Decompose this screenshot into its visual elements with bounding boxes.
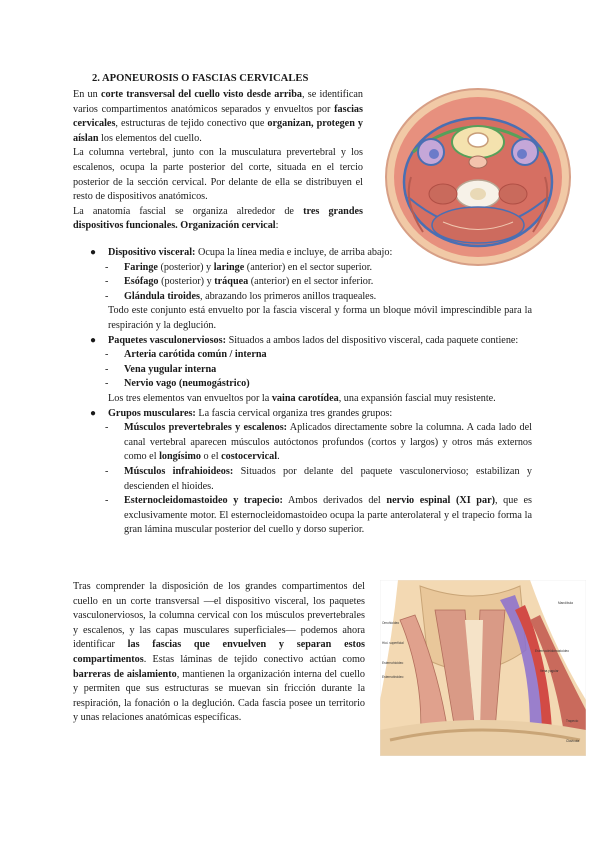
bullet-item: ● Paquetes vasculonerviosos: Situados a ambos lados del dispositivo visceral, cada paquete contiene: (86, 334, 532, 349)
bold-run: tráquea (214, 276, 249, 288)
dash-marker: - (105, 261, 109, 273)
dash-marker: - (105, 378, 109, 390)
sub-item: - Esternocleidomastoideo y trapecio: Ambos derivados del nervio espinal (XI par), que es exclusivamente motor. El esternocleidomastoideo ocupa la parte anterolateral y el trapecio forma la gran lámina muscular posterior del cuello y dorso superior. (105, 495, 532, 536)
bullet-list (86, 246, 532, 538)
dash-marker: - (105, 465, 109, 477)
bold-run: Músculos prevertebrales y escalenos: (124, 422, 288, 434)
bold-run: Paquetes vasculonerviosos: (108, 334, 227, 346)
dash-marker: - (105, 422, 109, 434)
bold-run: Vena yugular interna (124, 363, 217, 375)
bold-run: Grupos musculares: (108, 407, 196, 419)
neck-cross-section-illustration (383, 82, 573, 272)
sub-item: - Esófago (posterior) y tráquea (anterior) en el sector inferior. (86, 275, 532, 290)
label-clavicula: Clavícula (566, 739, 580, 743)
sub-item (86, 363, 532, 378)
bold-run: las fascias que envuelven y separan estos compartimentos (73, 639, 366, 665)
label-vena-yugular: Vena yugular (540, 669, 559, 673)
bold-run: tres grandes dispositivos funcionales. Organización cervical (73, 205, 363, 232)
bold-run: Faringe (124, 261, 158, 273)
bold-run: fascias cervicales (73, 103, 363, 130)
label-esternotiroideo: Esternotiroideo (382, 675, 404, 679)
dash-marker: - (105, 363, 109, 375)
bullet-icon: ● (90, 334, 97, 346)
bullet-note: Todo este conjunto está envuelto por la fascia visceral y forma un bloque móvil imprescindible para la respiración y la deglución. (108, 305, 532, 331)
sub-item: - Músculos prevertebrales y escalenos: Aplicados directamente sobre la columna. A cada lado del canal vertebral aparecen músculos autóctonos profundos (cortos y largos) y otros más externos como el longísimo o el costocervical. (105, 422, 532, 463)
bold-run: laringe (213, 261, 245, 273)
label-hioi-superficial: Hioi. superficial (382, 641, 404, 645)
bullet-icon: ● (90, 247, 97, 258)
bold-run: Glándula tiroides (124, 290, 200, 302)
bullet-container (86, 246, 532, 538)
label-esternocleidomastoideo: Esternocleidomastoideo (535, 649, 570, 653)
sub-item (86, 348, 532, 363)
sub-item: - Músculos infrahioideos: Situados por delante del paquete vasculonervioso; estabilizan y descienden el hioides. (105, 465, 532, 492)
bold-run: nervio espinal (XI par) (386, 495, 495, 507)
bold-run: vaina carotídea (271, 392, 339, 404)
section-heading: 2. APONEUROSIS O FASCIAS CERVICALES (92, 73, 309, 84)
sub-item: - Faringe (posterior) y laringe (anterior) en el sector superior. (86, 261, 532, 276)
dash-marker: - (105, 276, 109, 288)
intro-block (73, 88, 363, 234)
bold-run: barreras de aislamiento (73, 668, 177, 680)
bold-run: Esternocleidomastoideo y trapecio: (124, 495, 283, 507)
sub-item: - Glándula tiroides, abrazando los primeros anillos traqueales. (86, 290, 532, 305)
intro-paragraph-2: La columna vertebral, junto con la musculatura prevertebral y los escalenos, ocupa la parte posterior del corte, situada en el tercio posterior de la sección cervical. Por delante de ella se distribuyen el resto de dispositivos anatómicos. (73, 147, 363, 203)
label-mandibula: Mandíbula (558, 601, 573, 605)
bullet-icon: ● (90, 407, 97, 419)
bold-run: Dispositivo visceral: (108, 247, 196, 258)
sub-item (86, 377, 532, 392)
bold-run: Músculos infrahioideos: (124, 465, 234, 477)
dash-marker: - (105, 349, 109, 361)
intro-paragraph-1: En un corte transversal del cuello visto desde arriba, se identifican varios compartimentos anatómicos separados y envueltos por fascias cervicales, estructuras de tejido conectivo que organizan, protegen y aíslan los elementos del cuello. (73, 89, 364, 144)
label-esternohioideo: Esternohioideo (382, 661, 404, 665)
closing-paragraph: Tras comprender la disposición de los grandes compartimentos del cuello en un corte transversal —el dispositivo visceral, los paquetes vasculonerviosos, la columna cervical con los músculos prevertebrales y escalenos, y las capas musculares superficiales— podemos ahora identificar las fascias que envuelven y separan estos compartimentos. Estas láminas de tejido conectivo actúan como barreras de aislamiento, mantienen la organización interna del cuello y permiten que sus estructuras se muevan sin fricción durante la respiración, la fonación o la deglución. Cada fascia posee un territorio y unas relaciones anatómicas específicas. (73, 581, 366, 724)
bullet-note: Los tres elementos van envueltos por la vaina carotídea, una expansión fascial muy resistente. (108, 392, 496, 404)
bold-run: longísimo (159, 451, 201, 463)
bold-run: Arteria carótida común / interna (124, 349, 267, 361)
dash-marker: - (105, 495, 109, 507)
bold-run: costocervical (221, 451, 278, 463)
label-trapecio: Trapecio (566, 719, 579, 723)
bold-run: Nervio vago (neumogástrico) (124, 378, 250, 390)
dash-marker: - (105, 290, 109, 302)
bold-run: corte transversal del cuello visto desde arriba (100, 89, 302, 100)
bold-run: organizan, protegen y aíslan (73, 118, 363, 144)
bullet-item: ● Dispositivo visceral: Ocupa la línea media e incluye, de arriba abajo: (86, 246, 532, 261)
bold-run: Esófago (124, 276, 159, 288)
intro-paragraph-3: La anatomía fascial se organiza alrededor de tres grandes dispositivos funcionales. Organización cervical: (73, 205, 363, 232)
label-omohioideo: Omohioideo (382, 621, 400, 625)
bullet-item: ● Grupos musculares: La fascia cervical organiza tres grandes grupos: (86, 407, 532, 422)
neck-dissection-illustration (380, 580, 586, 756)
